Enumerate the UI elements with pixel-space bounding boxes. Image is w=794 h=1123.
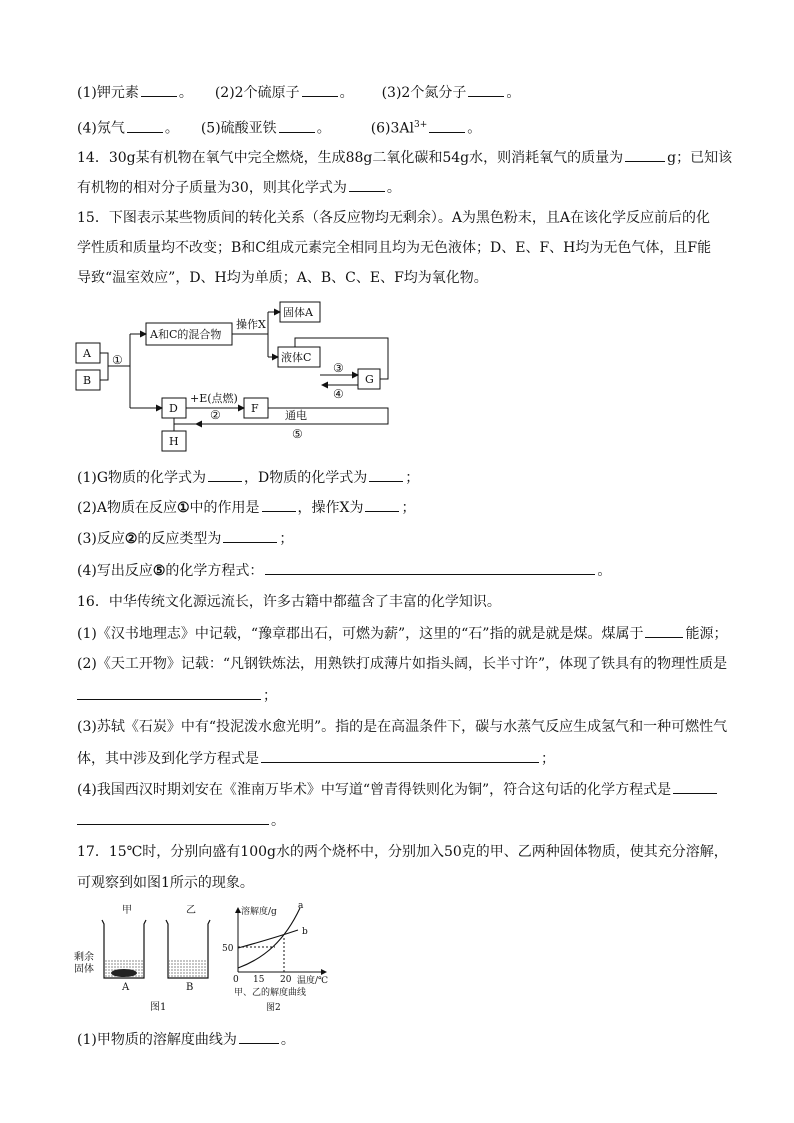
answer-blank[interactable] [279, 118, 315, 133]
q16-p2a: (2)《天工开物》记载：“凡钢铁炼法，用熟铁打成薄片如指头阔，长半寸许”，体现了铁具有的物理性质是 [77, 656, 728, 672]
q15-sub2: (2)A物质在反应①中的作用是 ，操作X为 ； [77, 497, 415, 518]
q15-sub4: (4)写出反应⑤的化学方程式： 。 [77, 560, 611, 581]
label-d: D [169, 402, 178, 415]
answer-blank[interactable] [468, 82, 504, 97]
label-f: F [251, 402, 259, 415]
q16-p4b: 。 [77, 810, 285, 831]
conversion-diagram [70, 298, 400, 458]
label-electric: 通电 [285, 409, 307, 422]
answer-blank[interactable] [429, 118, 465, 133]
label-solid-a: 固体A [283, 306, 313, 319]
answer-blank[interactable] [141, 82, 177, 97]
curve-b [238, 930, 298, 948]
q13-item4: (4)氖气 [77, 120, 125, 137]
q13-item3: (3)2个氮分子 [381, 85, 467, 101]
answer-blank[interactable] [77, 685, 261, 700]
q15-intro-line2: 学性质和质量均不改变；B和C组成元素完全相同且均为无色液体；D、E、F、H均为无色气体，且F能 [77, 240, 712, 256]
q14-line1: 14．30g某有机物在氧气中完全燃烧，生成88g二氧化碳和54g水，则消耗氧气的质量为 g；已知该 [77, 147, 732, 168]
label-a: A [83, 347, 91, 360]
q16-p2b: ； [77, 685, 277, 706]
label-step4: ④ [333, 387, 344, 401]
beaker-label-b: B [186, 982, 194, 993]
label-mix: A和C的混合物 [150, 328, 222, 341]
q16-p4a: (4)我国西汉时期刘安在《淮南万毕术》中写道“曾青得铁则化为铜”，符合这句话的化学方程式是 [77, 779, 719, 800]
q16-p3b: 体，其中涉及到化学方程式是 ； [77, 748, 555, 769]
x-tick-20: 20 [280, 975, 292, 985]
beaker-label-yi: 乙 [186, 905, 196, 916]
q14-line2: 有机物的相对分子质量为30，则其化学式为 。 [77, 177, 401, 198]
undissolved-solid [111, 969, 137, 977]
answer-blank[interactable] [261, 748, 539, 763]
label-h: H [169, 435, 179, 448]
answer-blank[interactable] [645, 623, 683, 638]
figure-2-caption: 图2 [266, 1003, 281, 1013]
curve-a-label: a [298, 901, 304, 911]
q16-p1: (1)《汉书地理志》中记载，“豫章郡出石，可燃为薪”，这里的“石”指的就是就是煤。煤属于 能源； [77, 623, 727, 644]
x-axis-label: 温度/℃ [297, 976, 329, 986]
label-step1: ① [112, 353, 123, 367]
answer-blank[interactable] [365, 497, 399, 512]
answer-blank[interactable] [265, 560, 595, 575]
label-liquid-c: 液体C [281, 351, 312, 364]
answer-blank[interactable] [625, 147, 665, 162]
q15-intro-line3: 导致“温室效应”，D、H均为单质；A、B、C、E、F均为氧化物。 [77, 270, 488, 286]
y-axis-label: 溶解度/g [241, 907, 277, 917]
x-tick-0: 0 [233, 975, 239, 985]
y-tick-50: 50 [222, 944, 234, 954]
q16-intro: 16．中华传统文化源远流长，许多古籍中都蕴含了丰富的化学知识。 [77, 594, 501, 610]
figure-2-subtitle: 甲、乙的解度曲线 [234, 988, 307, 998]
answer-blank[interactable] [262, 497, 296, 512]
q16-p3a: (3)苏轼《石炭》中有“投泥泼水愈光明”。指的是在高温条件下，碳与水蒸气反应生成氢气和一种可燃性气 [77, 719, 728, 735]
q13-item6: (6)3Al [370, 120, 415, 137]
q17-line2: 可观察到如图1所示的现象。 [77, 875, 254, 891]
figure-2-solubility-curves [220, 900, 340, 1015]
answer-blank[interactable] [673, 779, 717, 794]
q15-intro-line1: 15．下图表示某些物质间的转化关系（各反应物均无剩余）。A为黑色粉末，且A在该化学反应前后的化 [77, 210, 711, 226]
beaker-label-jia: 甲 [122, 905, 132, 916]
label-remain-1: 剩余 [74, 952, 94, 963]
figure-1-caption: 图1 [150, 1002, 167, 1013]
label-plus-e: +E(点燃) [190, 392, 238, 405]
answer-blank[interactable] [208, 467, 242, 482]
q13-item2: (2)2个硫原子 [214, 85, 300, 101]
q13-item5: (5)硫酸亚铁 [200, 120, 277, 137]
label-step5: ⑤ [292, 427, 303, 441]
answer-blank[interactable] [369, 467, 403, 482]
curve-b-label: b [302, 927, 308, 937]
label-b: B [83, 374, 92, 387]
label-step2: ② [210, 408, 221, 422]
q15-sub1: (1)G物质的化学式为 ，D物质的化学式为 ； [77, 467, 419, 488]
x-tick-15: 15 [253, 975, 265, 985]
q13-row1: (1)钾元素 。 (2)2个硫原子 。 (3)2个氮分子 。 [77, 82, 520, 103]
q17-line1: 17．15℃时，分别向盛有100g水的两个烧杯中，分别加入50克的甲、乙两种固体物质，使其充分溶解， [77, 844, 728, 860]
curve-a [238, 908, 300, 968]
label-g: G [365, 373, 374, 386]
q17-sub1: (1)甲物质的溶解度曲线为 。 [77, 1029, 295, 1050]
answer-blank[interactable] [223, 528, 277, 543]
answer-blank[interactable] [77, 810, 269, 825]
answer-blank[interactable] [302, 82, 338, 97]
figure-1-beakers [72, 900, 232, 1015]
q13-item1: (1)钾元素 [77, 85, 139, 101]
label-step3: ③ [333, 361, 344, 375]
answer-blank[interactable] [349, 177, 385, 192]
answer-blank[interactable] [239, 1029, 279, 1044]
q15-sub3: (3)反应②的反应类型为 ； [77, 528, 293, 549]
label-op-x: 操作X [236, 318, 266, 331]
beaker-label-a: A [122, 982, 130, 993]
answer-blank[interactable] [127, 118, 163, 133]
q13-row2: (4)氖气 。 (5)硫酸亚铁 。 $(6)3Al^{3+}$ 。 [77, 115, 481, 139]
label-remain-2: 固体 [74, 964, 94, 975]
